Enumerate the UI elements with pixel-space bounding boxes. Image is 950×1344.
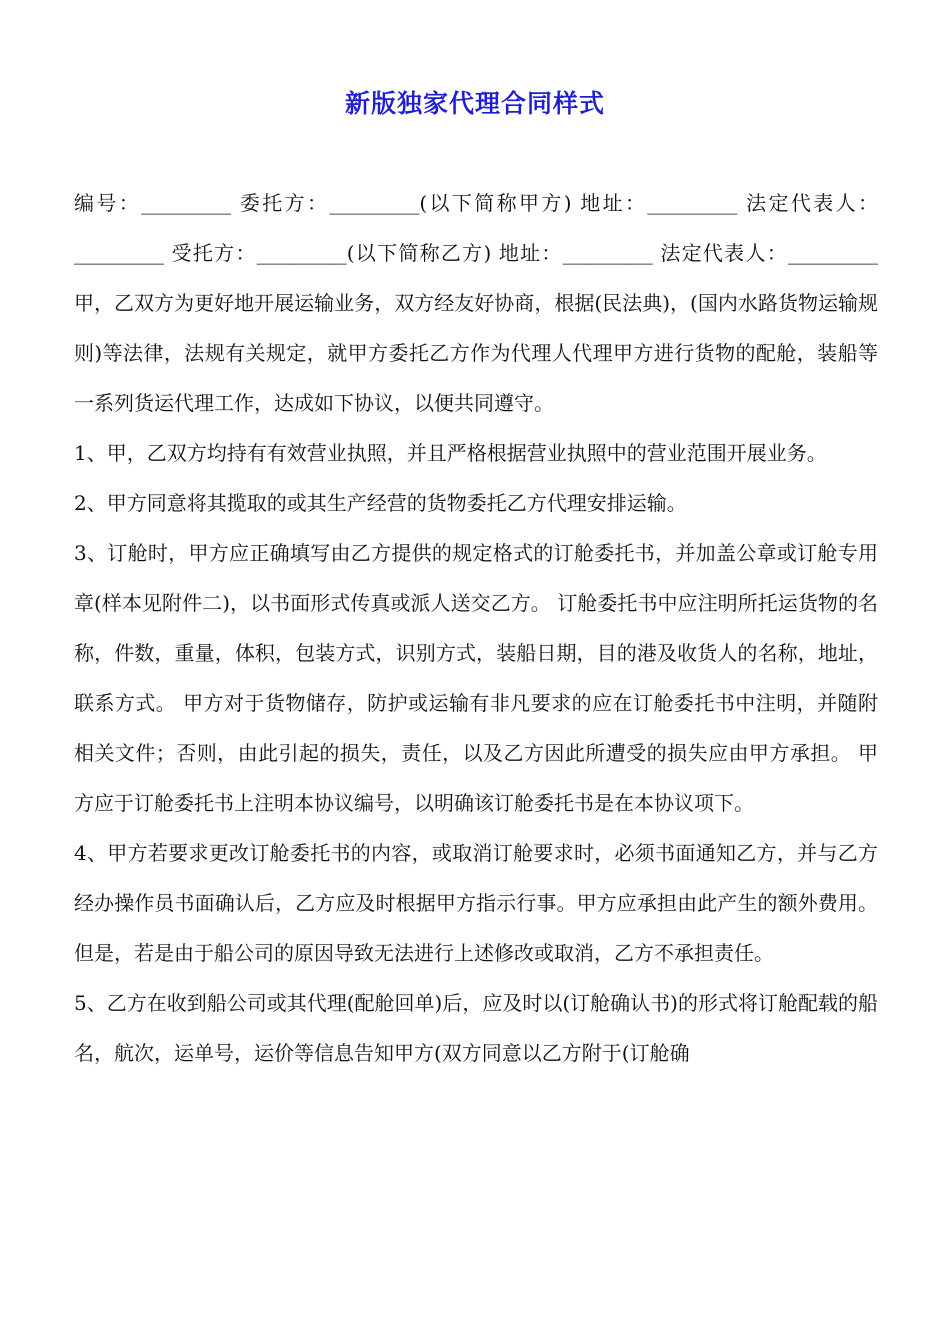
document-body [74,178,878,1078]
paragraph-clause-1: 1、甲，乙双方均持有有效营业执照，并且严格根据营业执照中的营业范围开展业务。 [74,441,827,465]
paragraph-preamble: 编号：_________ 委托方：_________(以下简称甲方) 地址：_________ 法定代表人：_________ 受托方：_________(以下简称乙方) 地址：_________ 法定代表人：_________ 甲，乙双方为更好地开展运输业务，双方经友好协商，根据(民法典)，(国内水路货物运输规则)等法律，法规有关规定，就甲方委托乙方作为代理人代理甲方进行货物的配舱，装船等一系列货运代理工作，达成如下协议，以便共同遵守。 [74,191,878,415]
paragraph-clause-4: 4、甲方若要求更改订舱委托书的内容，或取消订舱要求时，必须书面通知乙方，并与乙方经办操作员书面确认后，乙方应及时根据甲方指示行事。甲方应承担由此产生的额外费用。但是，若是由于船公司的原因导致无法进行上述修改或取消，乙方不承担责任。 [74,841,878,965]
paragraph-clause-3: 3、订舱时，甲方应正确填写由乙方提供的规定格式的订舱委托书，并加盖公章或订舱专用章(样本见附件二)，以书面形式传真或派人送交乙方。 订舱委托书中应注明所托运货物的名称，件数，重量，体积，包装方式，识别方式，装船日期，目的港及收货人的名称，地址，联系方式。 甲方对于货物储存，防护或运输有非凡要求的应在订舱委托书中注明，并随附相关文件；否则，由此引起的损失，责任，以及乙方因此所遭受的损失应由甲方承担。 甲方应于订舱委托书上注明本协议编号，以明确该订舱委托书是在本协议项下。 [74,541,878,815]
paragraph-clause-2: 2、甲方同意将其揽取的或其生产经营的货物委托乙方代理安排运输。 [74,491,687,515]
paragraph-clause-5: 5、乙方在收到船公司或其代理(配舱回单)后，应及时以(订舱确认书)的形式将订舱配载的船名，航次，运单号，运价等信息告知甲方(双方同意以乙方附于(订舱确 [74,991,878,1065]
document-title: 新版独家代理合同样式 [344,89,605,118]
